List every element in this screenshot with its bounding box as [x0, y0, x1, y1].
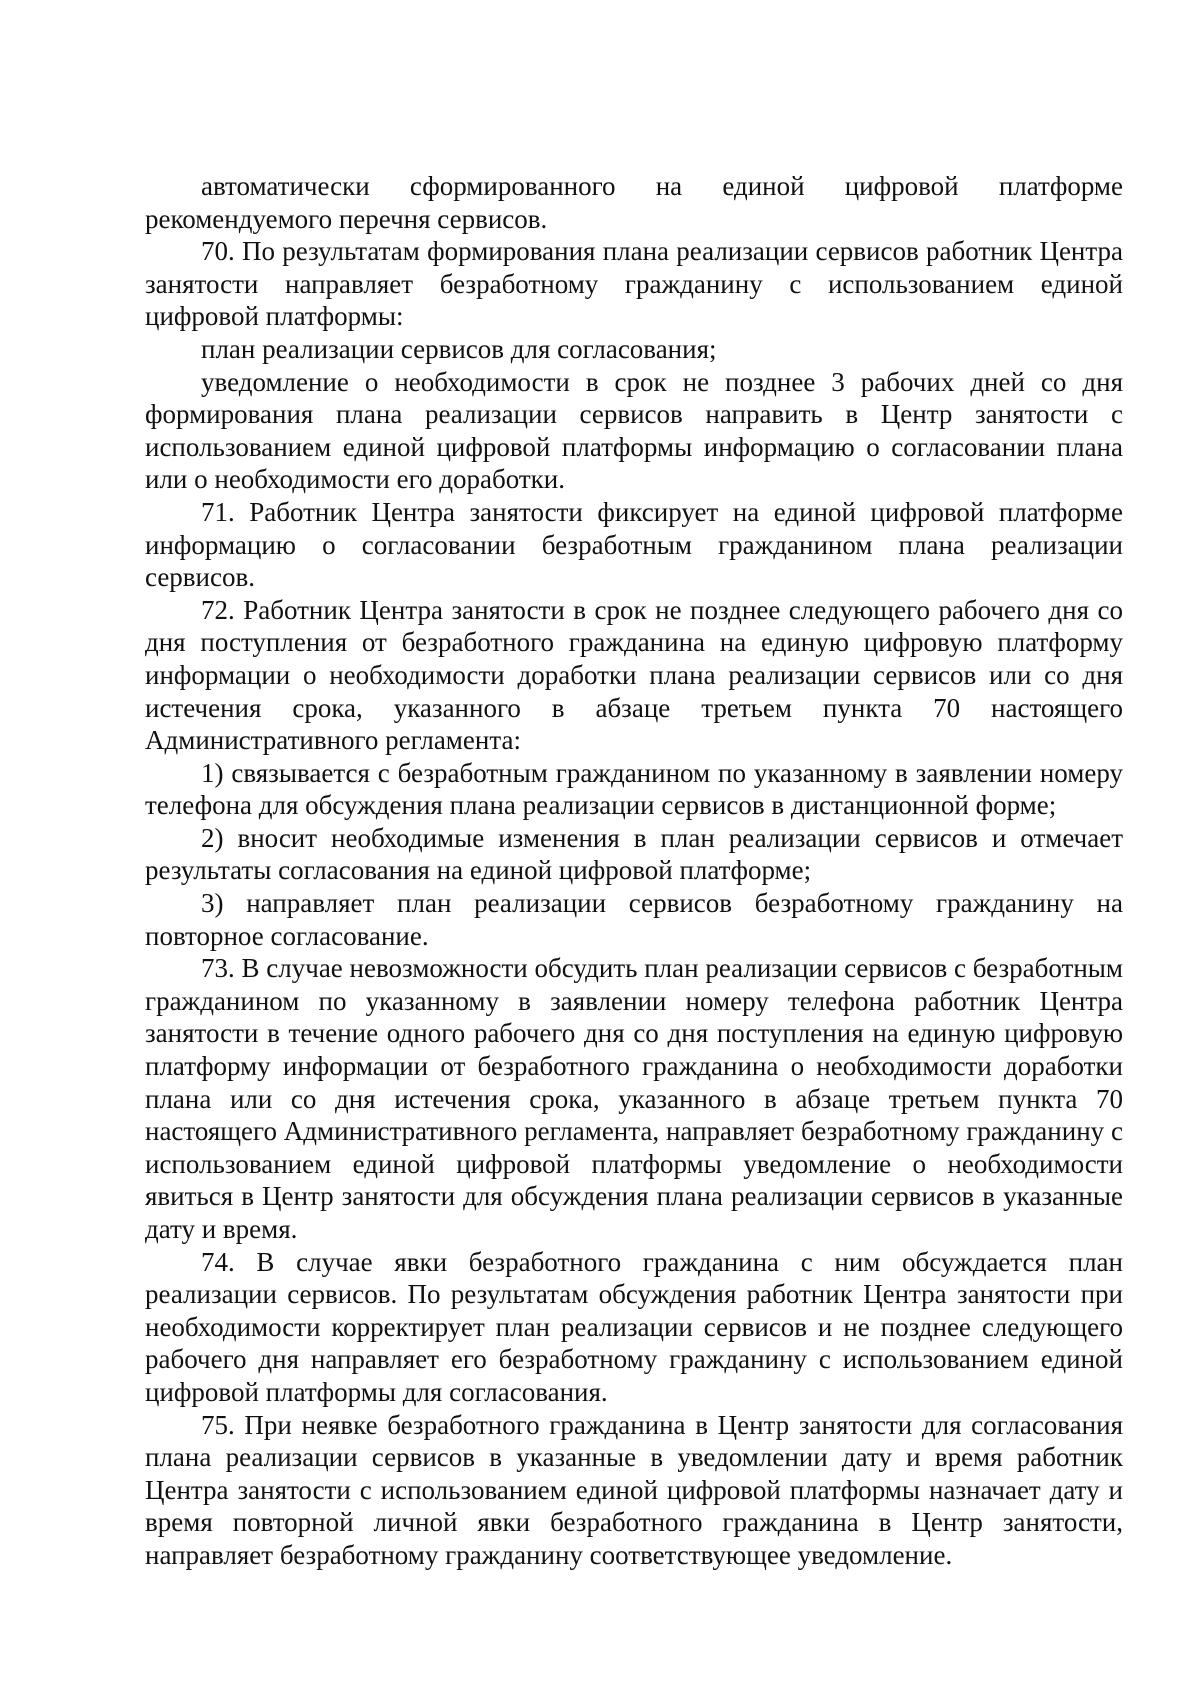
paragraph-74: 74. В случае явки безработного гражданина с ним обсуждается план реализации сервисов. По результатам обсуждения работник Центра занятости при необходимости корректирует план реализации сервисов и не позднее следующего рабочего дня направляет его безработному гражданину с использованием единой цифровой платформы для согласования.	[145, 1246, 1123, 1407]
paragraph-70-item-notice: уведомление о необходимости в срок не позднее 3 рабочих дней со дня формирования плана реализации сервисов направить в Центр занятости с использованием единой цифровой платформы информацию о согласовании плана или о необходимости его доработки.	[145, 366, 1123, 495]
paragraph-73: 73. В случае невозможности обсудить план реализации сервисов с безработным гражданином по указанному в заявлении номеру телефона работник Центра занятости в течение одного рабочего дня со дня поступления на единую цифровую платформу информации от безработного гражданина о необходимости доработки плана или со дня истечения срока, указанного в абзаце третьем пункта 70 настоящего Административного регламента, направляет безработному гражданину с использованием единой цифровой платформы уведомление о необходимости явиться в Центр занятости для обсуждения плана реализации сервисов в указанные дату и время.	[145, 953, 1123, 1244]
paragraph-71: 71. Работник Центра занятости фиксирует на единой цифровой платформе информацию о согласовании безработным гражданином плана реализации сервисов.	[145, 496, 1123, 593]
paragraph-70-item-plan: план реализации сервисов для согласования;	[201, 333, 717, 364]
paragraph-72: 72. Работник Центра занятости в срок не позднее следующего рабочего дня со дня поступления от безработного гражданина на единую цифровую платформу информации о необходимости доработки плана реализации сервисов или со дня истечения срока, указанного в абзаце третьем пункта 70 настоящего Административного регламента:	[145, 594, 1123, 756]
document-body	[145, 170, 1123, 1572]
paragraph-72-item-2: 2) вносит необходимые изменения в план реализации сервисов и отмечает результаты согласования на единой цифровой платформе;	[145, 822, 1123, 886]
paragraph-70: 70. По результатам формирования плана реализации сервисов работник Центра занятости направляет безработному гражданину с использованием единой цифровой платформы:	[145, 236, 1123, 332]
paragraph-72-item-1: 1) связывается с безработным гражданином по указанному в заявлении номеру телефона для обсуждения плана реализации сервисов в дистанционной форме;	[145, 757, 1123, 821]
paragraph-75: 75. При неявке безработного гражданина в Центр занятости для согласования плана реализации сервисов в указанные в уведомлении дату и время работник Центра занятости с использованием единой цифровой платформы назначает дату и время повторной личной явки безработного гражданина в Центр занятости, направляет безработному гражданину соответствующее уведомление.	[145, 1409, 1123, 1570]
paragraph-72-item-3: 3) направляет план реализации сервисов безработному гражданину на повторное согласование.	[145, 888, 1123, 951]
paragraph-continuation: автоматически сформированного на единой цифровой платформе рекомендуемого перечня сервисов.	[145, 171, 1123, 234]
